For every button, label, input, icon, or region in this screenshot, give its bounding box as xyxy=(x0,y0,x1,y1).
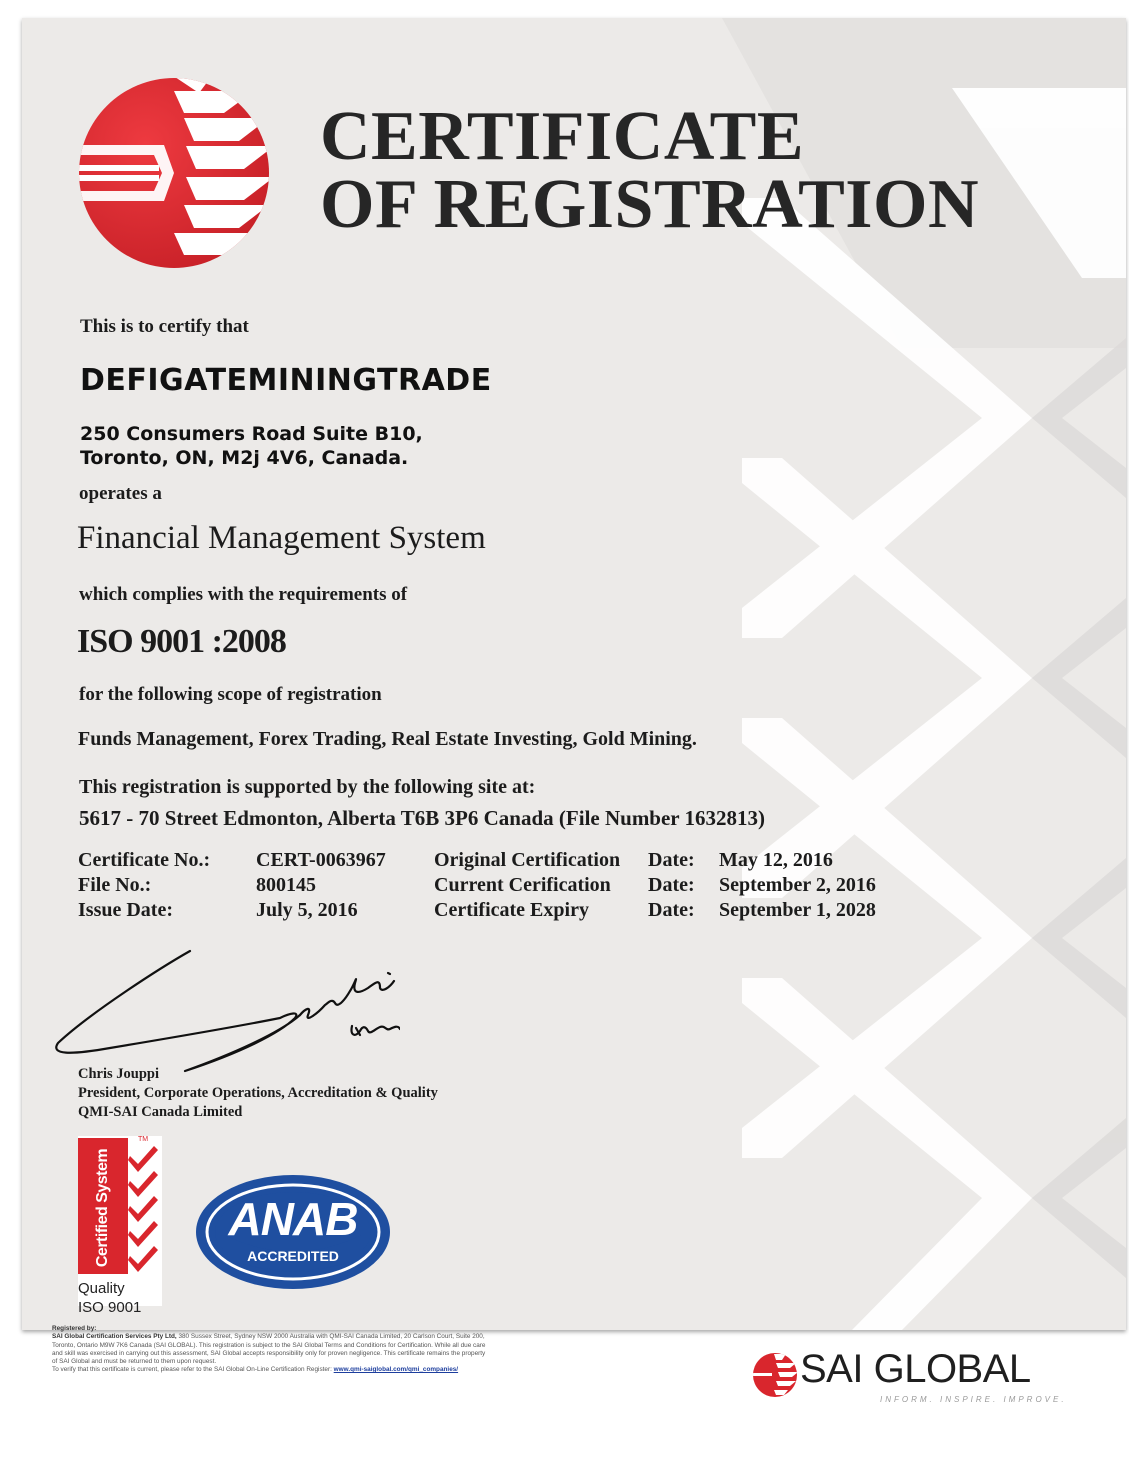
footer-registration-text xyxy=(52,1325,722,1375)
sai-global-wordmark: SAI GLOBAL xyxy=(800,1347,1031,1391)
footer-line-4: of SAI Global and must be returned to them upon request. xyxy=(52,1358,217,1366)
footer-line-1: 380 Sussex Street, Sydney NSW 2000 Australia with QMI-SAI Canada Limited, 20 Carlson Court, Suite 200, xyxy=(178,1333,485,1341)
signature-image xyxy=(50,943,400,1078)
details-row xyxy=(78,873,876,898)
signatory-name: Chris Jouppi xyxy=(78,1066,159,1082)
expiry-date: September 1, 2028 xyxy=(719,899,876,921)
site-label: This registration is supported by the following site at: xyxy=(79,776,536,798)
cert-no-label: Certificate No.: xyxy=(78,849,211,871)
file-no-value: 800145 xyxy=(256,874,316,896)
date-label: Date: xyxy=(648,874,695,896)
sai-global-sphere-icon xyxy=(752,1352,798,1398)
address-line-1: 250 Consumers Road Suite B10, xyxy=(80,423,423,445)
title-line-2: OF REGISTRATION xyxy=(320,166,979,243)
issue-date-label: Issue Date: xyxy=(78,899,173,921)
iso-standard: ISO 9001 :2008 xyxy=(77,623,286,660)
iso-label: ISO 9001 xyxy=(78,1299,142,1316)
registered-by-label: Registered by: xyxy=(52,1325,97,1332)
scope-label: for the following scope of registration xyxy=(79,684,382,705)
file-no-label: File No.: xyxy=(78,874,152,896)
company-address xyxy=(80,422,423,470)
complies-text: which complies with the requirements of xyxy=(79,584,408,605)
certified-system-label: Certified System xyxy=(94,1148,111,1268)
certificate-title xyxy=(320,98,979,243)
checkmark-stack-icon xyxy=(128,1138,160,1274)
operates-text: operates a xyxy=(79,483,162,504)
issue-date-value: July 5, 2016 xyxy=(256,899,358,921)
anab-text: ANAB xyxy=(228,1193,358,1245)
original-cert-label: Original Certification xyxy=(434,849,621,871)
original-cert-date: May 12, 2016 xyxy=(719,849,833,871)
anab-accredited-badge xyxy=(194,1173,392,1291)
red-globe-chevron-logo-icon xyxy=(74,73,274,273)
verification-link[interactable]: www.qmi-saiglobal.com/qmi_companies/ xyxy=(333,1366,459,1374)
accredited-text: ACCREDITED xyxy=(247,1248,339,1264)
management-system: Financial Management System xyxy=(77,520,486,556)
footer-line-5: To verify that this certificate is current, please refer to the SAI Global On-Line Certification Register: xyxy=(52,1366,332,1374)
sai-global-tagline: INFORM. INSPIRE. IMPROVE. xyxy=(880,1395,1067,1404)
details-row xyxy=(78,898,876,923)
company-name: DEFIGATEMININGTRADE xyxy=(80,363,492,398)
certificate-details-table xyxy=(78,848,876,923)
title-line-1: CERTIFICATE xyxy=(320,98,805,175)
certified-system-badge xyxy=(78,1136,162,1316)
details-row xyxy=(78,848,876,873)
footer-line-2: Toronto, Ontario M9W 7K6 Canada (SAI GLOBAL). This registration is subject to the SAI Global Terms and Conditions for Certification. While all due care xyxy=(52,1341,486,1349)
intro-text: This is to certify that xyxy=(80,316,249,337)
address-line-2: Toronto, ON, M2j 4V6, Canada. xyxy=(80,447,409,469)
expiry-label: Certificate Expiry xyxy=(434,899,589,921)
date-label: Date: xyxy=(648,849,695,871)
quality-label: Quality xyxy=(78,1280,125,1297)
trademark-mark: TM xyxy=(138,1136,149,1143)
cert-no-value: CERT-0063967 xyxy=(256,849,386,871)
signatory-role: President, Corporate Operations, Accreditation & Quality xyxy=(78,1085,438,1101)
certified-system-caption xyxy=(78,1279,141,1317)
signatory-org: QMI-SAI Canada Limited xyxy=(78,1104,243,1120)
site-address: 5617 - 70 Street Edmonton, Alberta T6B 3P6 Canada (File Number 1632813) xyxy=(79,806,765,830)
certificate-sheet xyxy=(22,18,1126,1330)
date-label: Date: xyxy=(648,899,695,921)
scope-text: Funds Management, Forex Trading, Real Estate Investing, Gold Mining. xyxy=(78,728,697,750)
footer-company: SAI Global Certification Services Pty Ltd, xyxy=(52,1333,177,1341)
footer-line-3: and skill was exercised in carrying out this assessment, SAI Global accepts responsibility only for proven negligence. This certificate remains the property xyxy=(52,1349,486,1357)
current-cert-date: September 2, 2016 xyxy=(719,874,876,896)
current-cert-label: Current Cerification xyxy=(434,874,611,896)
signatory-block xyxy=(78,1065,438,1122)
certified-system-band xyxy=(78,1138,128,1274)
